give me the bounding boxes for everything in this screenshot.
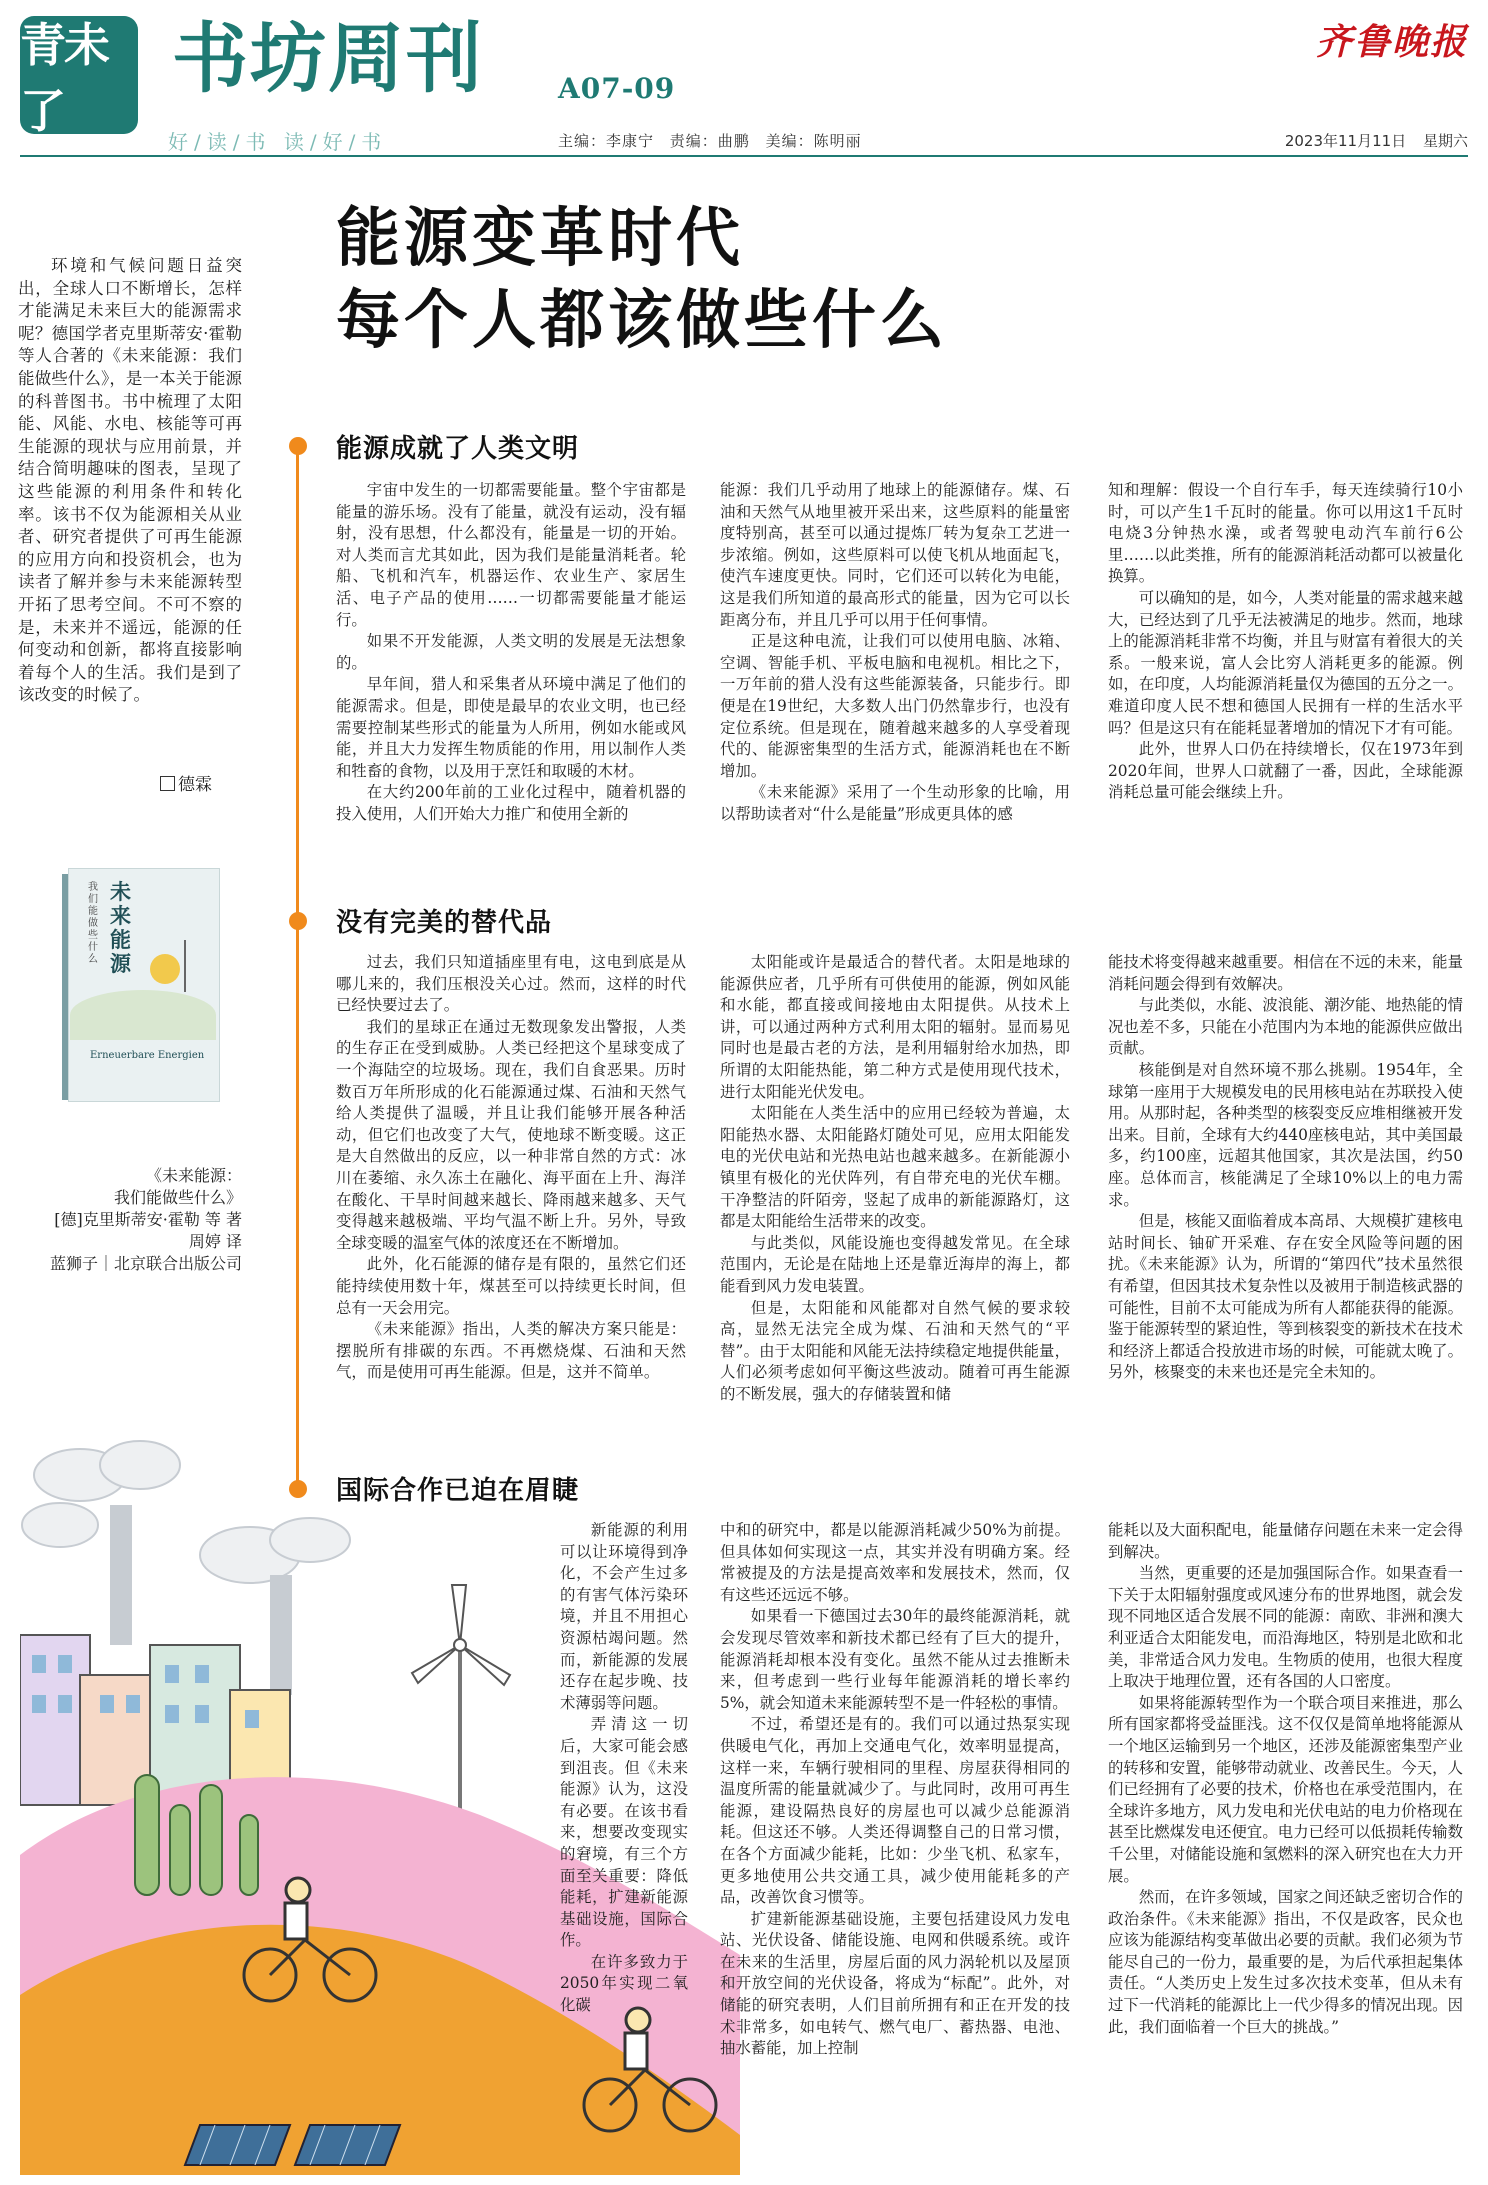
- section-timeline-1: [296, 450, 299, 920]
- paragraph: 如果看一下德国过去30年的最终能源消耗，就会发现尽管效率和新技术都已经有了巨大的提升，能源消耗却根本没有变化。虽然不能从过去推断未来，但考虑到一些行业每年能源消耗的增长率约5%，就会知道未来能源转型不是一件轻松的事情。: [720, 1607, 1070, 1712]
- paragraph: 核能倒是对自然环境不那么挑剔。1954年，全球第一座用于大规模发电的民用核电站在苏联投入使用。从那时起，各种类型的核裂变反应堆相继被开发出来。目前，全球有大约440座核电站，其中美国最多，约100座，远超其他国家，其次是法国，约50座。总体而言，核能满足了全球10%以上的电力需求。: [1108, 1060, 1463, 1209]
- chimney-icon: [110, 1505, 132, 1645]
- section-3-column-1: [560, 1520, 688, 2017]
- paragraph: 过去，我们只知道插座里有电，这电到底是从哪儿来的，我们压根没关心过。然而，这样的时代已经快要过去了。: [336, 953, 686, 1015]
- slogan: 好/读/书 读/好/书: [168, 130, 388, 154]
- paragraph: 如果不开发能源，人类文明的发展是无法想象的。: [336, 632, 686, 672]
- section-2-title: 没有完美的替代品: [336, 908, 553, 938]
- chimney-icon: [270, 1575, 292, 1695]
- book-cover-title: 未来能源: [110, 879, 131, 976]
- paragraph: 此外，化石能源的储存是有限的，虽然它们还能持续使用数十年，煤甚至可以持续更长时间，但总有一天会用完。: [336, 1255, 686, 1317]
- paragraph: 在大约200年前的工业化过程中，随着机器的投入使用，人们开始大力推广和使用全新的: [336, 783, 686, 823]
- section-3-column-2: [720, 1520, 1070, 2060]
- paragraph: 可以确知的是，如今，人类对能量的需求越来越大，已经达到了几乎无法被满足的地步。然而，地球上的能源消耗非常不均衡，并且与财富有着很大的关系。一般来说，富人会比穷人消耗更多的能源。例如，在印度，人均能源消耗量仅为德国的五分之一。难道印度人民不想和德国人民拥有一样的生活水平吗？但是这只有在能耗显著增加的情况下才有可能。: [1108, 588, 1463, 737]
- book-info-translator: 周婷 译: [188, 1232, 242, 1251]
- intro-author: 德霖: [160, 770, 212, 795]
- paragraph: 太阳能或许是最适合的替代者。太阳是地球的能源供应者，几乎所有可供使用的能源，例如风能和水能，都直接或间接地由太阳提供。从技术上讲，可以通过两种方式利用太阳的辐射。显而易见同时也是最古老的方法，是利用辐射给水加热，即所谓的太阳能热能，第二种方式是使用现代技术，进行太阳能光伏发电。: [720, 953, 1070, 1101]
- book-info-author: [德]克里斯蒂安·霍勒 等 著: [54, 1210, 242, 1229]
- paragraph: 在许多致力于2050年实现二氧化碳: [560, 1952, 688, 2015]
- smoke-cloud-icon: [22, 1441, 350, 1583]
- paragraph: 《未来能源》指出，人类的解决方案只能是：摆脱所有排碳的东西。不再燃烧煤、石油和天然气，而是使用可再生能源。但是，这并不简单。: [336, 1320, 686, 1382]
- masthead-divider: [20, 155, 1468, 157]
- editor-chief: 主编：李康宁: [558, 132, 655, 150]
- paragraph: 与此类似，水能、波浪能、潮汐能、地热能的情况也差不多，只能在小范围内为本地的能源供应做出贡献。: [1108, 996, 1463, 1058]
- section-3-column-3: [1108, 1520, 1463, 2038]
- paragraph: 不过，希望还是有的。我们可以通过热泵实现供暖电气化，再加上交通电气化，效率明显提高，这样一来，车辆行驶相同的里程、房屋获得相同的温度所需的能量就减少了。与此同时，改用可再生能源，建设隔热良好的房屋也可以减少总能源消耗。但这还不够。人类还得调整自己的日常习惯，在各个方面减少能耗，比如：少坐飞机、私家车，更多地使用公共交通工具，减少使用能耗多的产品，改善饮食习惯等。: [720, 1715, 1070, 1907]
- paragraph: 但是，核能又面临着成本高昂、大规模扩建核电站时间长、铀矿开采难、存在安全风险等问题的困扰。《未来能源》认为，所谓的“第四代”技术虽然很有希望，但因其技术复杂性以及被用于制造核武器的可能性，目前不太可能成为所有人都能获得的能源。鉴于能源转型的紧迫性，等到核裂变的新技术在技术和经济上都适合投放进市场的时候，可能就太晚了。另外，核聚变的未来也还是完全未知的。: [1108, 1212, 1463, 1382]
- headline-line-1: 能源变革时代: [336, 201, 744, 276]
- paragraph: 早年间，猎人和采集者从环境中满足了他们的能源需求。但是，即使是最早的农业文明，也已经需要控制某些形式的能量为人所用，例如水能或风能，并且大力发挥生物质能的作用，用以制作人类和牲畜的食物，以及用于烹饪和取暖的木材。: [336, 675, 686, 780]
- book-cover-sun: [150, 954, 180, 984]
- paragraph: 弄清这一切后，大家可能会感到沮丧。但《未来能源》认为，这没有必要。在该书看来，想要改变现实的窘境，有三个方面至关重要：降低能耗，扩建新能源基础设施，国际合作。: [560, 1715, 688, 1950]
- section-2-column-2: [720, 952, 1070, 1405]
- paragraph: 能源：我们几乎动用了地球上的能源储存。煤、石油和天然气从地里被开采出来，这些原料的能量密度特别高，甚至可以通过提炼厂转为复杂工艺进一步浓缩。例如，这些原料可以使飞机从地面起飞，使汽车速度更快。同时，它们还可以转化为电能，这是我们所知道的最高形式的能量，因为它可以长距离分布，并且几乎可以用于任何事情。: [720, 481, 1070, 629]
- paragraph: 太阳能在人类生活中的应用已经较为普遍，太阳能热水器、太阳能路灯随处可见，应用太阳能发电的光伏电站和光热电站也越来越多。在新能源小镇里有极化的光伏阵列，有自带充电的光伏车棚。干净整洁的阡陌旁，竖起了成串的新能源路灯，这都是太阳能给生活带来的改变。: [720, 1104, 1070, 1231]
- paragraph: 中和的研究中，都是以能源消耗减少50%为前提。但具体如何实现这一点，其实并没有明确方案。经常被提及的方法是提高效率和发展技术，然而，仅有这些还远远不够。: [720, 1521, 1070, 1604]
- section-bullet-2: [289, 912, 307, 930]
- newspaper-name: 齐鲁晚报: [1315, 21, 1468, 63]
- book-info-title: 《未来能源：: [145, 1166, 242, 1185]
- weekday: 星期六: [1422, 132, 1468, 150]
- section-bullet-1: [289, 437, 307, 455]
- paragraph: 我们的星球正在通过无数现象发出警报，人类的生存正在受到威胁。人类已经把这个星球变成了一个海陆空的垃圾场。现在，我们自食恶果。历时数百万年所形成的化石能源通过煤、石油和天然气给人类提供了温暖，并且让我们能够开展各种活动，但它们也改变了大气，使地球不断变暖。这正是大自然做出的反应，以一种非常自然的方式：冰川在萎缩、永久冻土在融化、海平面在上升、海洋在酸化、干旱时间越来越长、降雨越来越多、天气变得越来越极端、平均气温不断上升。另外，导致全球变暖的温室气体的浓度还在不断增加。: [336, 1017, 686, 1252]
- intro-text: 环境和气候问题日益突出，全球人口不断增长，怎样才能满足未来巨大的能源需求呢？德国学者克里斯蒂安·霍勒等人合著的《未来能源：我们能做些什么》，是一本关于能源的科普图书。书中梳理了太阳能、风能、水电、核能等可再生能源的现状与应用前景，并结合简明趣味的图表，呈现了这些能源的利用条件和转化率。该书不仅为能源相关从业者、研究者提供了可再生能源的应用方向和投资机会，也为读者了解并参与未来能源转型开拓了思考空间。不可不察的是，未来并不遥远，能源的任何变动和创新，都将直接影响着每个人的生活。我们是到了该改变的时候了。: [18, 256, 242, 705]
- section-1-column-3: [1108, 480, 1463, 804]
- column-logo-text: 青未了: [20, 18, 108, 138]
- editor-art: 美编：陈明丽: [765, 132, 862, 150]
- section-title: 书坊周刊: [172, 14, 484, 103]
- section-1-title: 能源成就了人类文明: [336, 434, 580, 464]
- section-2-column-1: [336, 952, 686, 1384]
- section-bullet-3: [289, 1480, 307, 1498]
- book-info-subtitle: 我们能做些什么》: [113, 1188, 242, 1207]
- book-info: [18, 1165, 242, 1275]
- book-cover-subtitle: 我们能做些什么: [88, 882, 98, 965]
- paragraph: 当然，更重要的还是加强国际合作。如果查看一下关于太阳辐射强度或风速分布的世界地图，就会发现不同地区适合发展不同的能源：南欧、非洲和澳大利亚适合太阳能发电，而沿海地区，特别是北欧和北美，非常适合风力发电。生物质的使用，也很大程度上取决于地理位置，还有各国的人口密度。: [1108, 1564, 1463, 1691]
- section-3-title: 国际合作已迫在眉睫: [336, 1476, 580, 1506]
- page-number: A07-09: [558, 72, 676, 105]
- dateline: [1273, 130, 1468, 151]
- headline-line-2: 每个人都该做些什么: [336, 283, 948, 358]
- section-1-column-1: [336, 480, 686, 826]
- paragraph: 知和理解：假设一个自行车手，每天连续骑行10小时，可以产生1千瓦时的能量。你可以用这1千瓦时电烧3分钟热水澡，或者驾驶电动汽车前行6公里……以此类推，所有的能源消耗活动都可以被量化换算。: [1108, 481, 1463, 586]
- book-cover-hill: [70, 990, 216, 1040]
- paragraph: 此外，世界人口仍在持续增长，仅在1973年到2020年间，世界人口就翻了一番，因此，全球能源消耗总量可能会继续上升。: [1108, 740, 1463, 802]
- paragraph: 新能源的利用可以让环境得到净化，不会产生过多的有害气体污染环境，并且不用担心资源枯竭问题。然而，新能源的发展还存在起步晚、技术薄弱等问题。: [560, 1521, 688, 1712]
- paragraph: 然而，在许多领域，国家之间还缺乏密切合作的政治条件。《未来能源》指出，不仅是政客，民众也应该为能源结构变革做出必要的贡献。我们必须为节能尽自己的一份力，最重要的是，为后代承担起集体责任。“人类历史上发生过多次技术变革，但从未有过下一代消耗的能源比上一代少得多的情况出现。因此，我们面临着一个巨大的挑战。”: [1108, 1888, 1463, 2036]
- paragraph: 能耗以及大面积配电，能量储存问题在未来一定会得到解决。: [1108, 1521, 1463, 1561]
- paragraph: 能技术将变得越来越重要。相信在不远的未来，能量消耗问题会得到有效解决。: [1108, 953, 1463, 993]
- paragraph: 宇宙中发生的一切都需要能量。整个宇宙都是能量的游乐场。没有了能量，就没有运动，没有辐射，没有思想，什么都没有，能量是一切的开始。对人类而言尤其如此，因为我们是能量消耗者。轮船、飞机和汽车，机器运作、农业生产、家居生活、电子产品的使用……一切都需要能量才能运行。: [336, 481, 686, 629]
- paragraph: 《未来能源》采用了一个生动形象的比喻，用以帮助读者对“什么是能量”形成更具体的感: [720, 783, 1070, 823]
- date: 2023年11月11日: [1284, 132, 1407, 150]
- article-headline: [336, 198, 948, 362]
- section-1-column-2: [720, 480, 1070, 826]
- column-logo: [20, 16, 138, 138]
- book-cover-german-title: Erneuerbare Energien: [90, 1050, 205, 1061]
- editor-credits: [558, 130, 872, 151]
- book-info-publisher: 蓝狮子｜北京联合出版公司: [49, 1254, 242, 1273]
- paragraph: 扩建新能源基础设施，主要包括建设风力发电站、光伏设备、储能设施、电网和供暖系统。或许在未来的生活里，房屋后面的风力涡轮机以及屋顶和开放空间的光伏设备，将成为“标配”。此外，对储能的研究表明，人们目前所拥有和正在开发的技术非常多，如电转气、燃气电厂、蓄热器、电池、抽水蓄能，加上控制: [720, 1909, 1070, 2058]
- book-cover-turbine-icon: [184, 940, 186, 992]
- paragraph: 但是，太阳能和风能都对自然气候的要求较高，显然无法完全成为煤、石油和天然气的“平替”。由于太阳能和风能无法持续稳定地提供能量，人们必须考虑如何平衡这些波动。随着可再生能源的不断发展，强大的存储装置和储: [720, 1298, 1070, 1403]
- section-timeline-2: [296, 925, 299, 1490]
- paragraph: 如果将能源转型作为一个联合项目来推进，那么所有国家都将受益匪浅。这不仅仅是简单地将能源从一个地区运输到另一个地区，还涉及能源密集型产业的转移和安置，能够带动就业、改善民生。今天，人们已经拥有了必要的技术，价格也在承受范围内，在全球许多地方，风力发电和光伏电站的电力价格现在甚至比燃煤发电还便宜。电力已经可以低损耗传输数千公里，对储能设施和氢燃料的深入研究也在大力开展。: [1108, 1693, 1463, 1885]
- paragraph: 正是这种电流，让我们可以使用电脑、冰箱、空调、智能手机、平板电脑和电视机。相比之下，一万年前的猎人没有这些能源装备，只能步行。即便是在19世纪，大多数人出门仍然靠步行，也没有定位系统。但是现在，随着越来越多的人享受着现代的、能源密集型的生活方式，能源消耗也在不断增加。: [720, 632, 1070, 780]
- section-2-column-3: [1108, 952, 1463, 1384]
- paragraph: 与此类似，风能设施也变得越发常见。在全球范围内，无论是在陆地上还是靠近海岸的海上，都能看到风力发电装置。: [720, 1233, 1070, 1295]
- editor-responsible: 责编：曲鹏: [669, 132, 750, 150]
